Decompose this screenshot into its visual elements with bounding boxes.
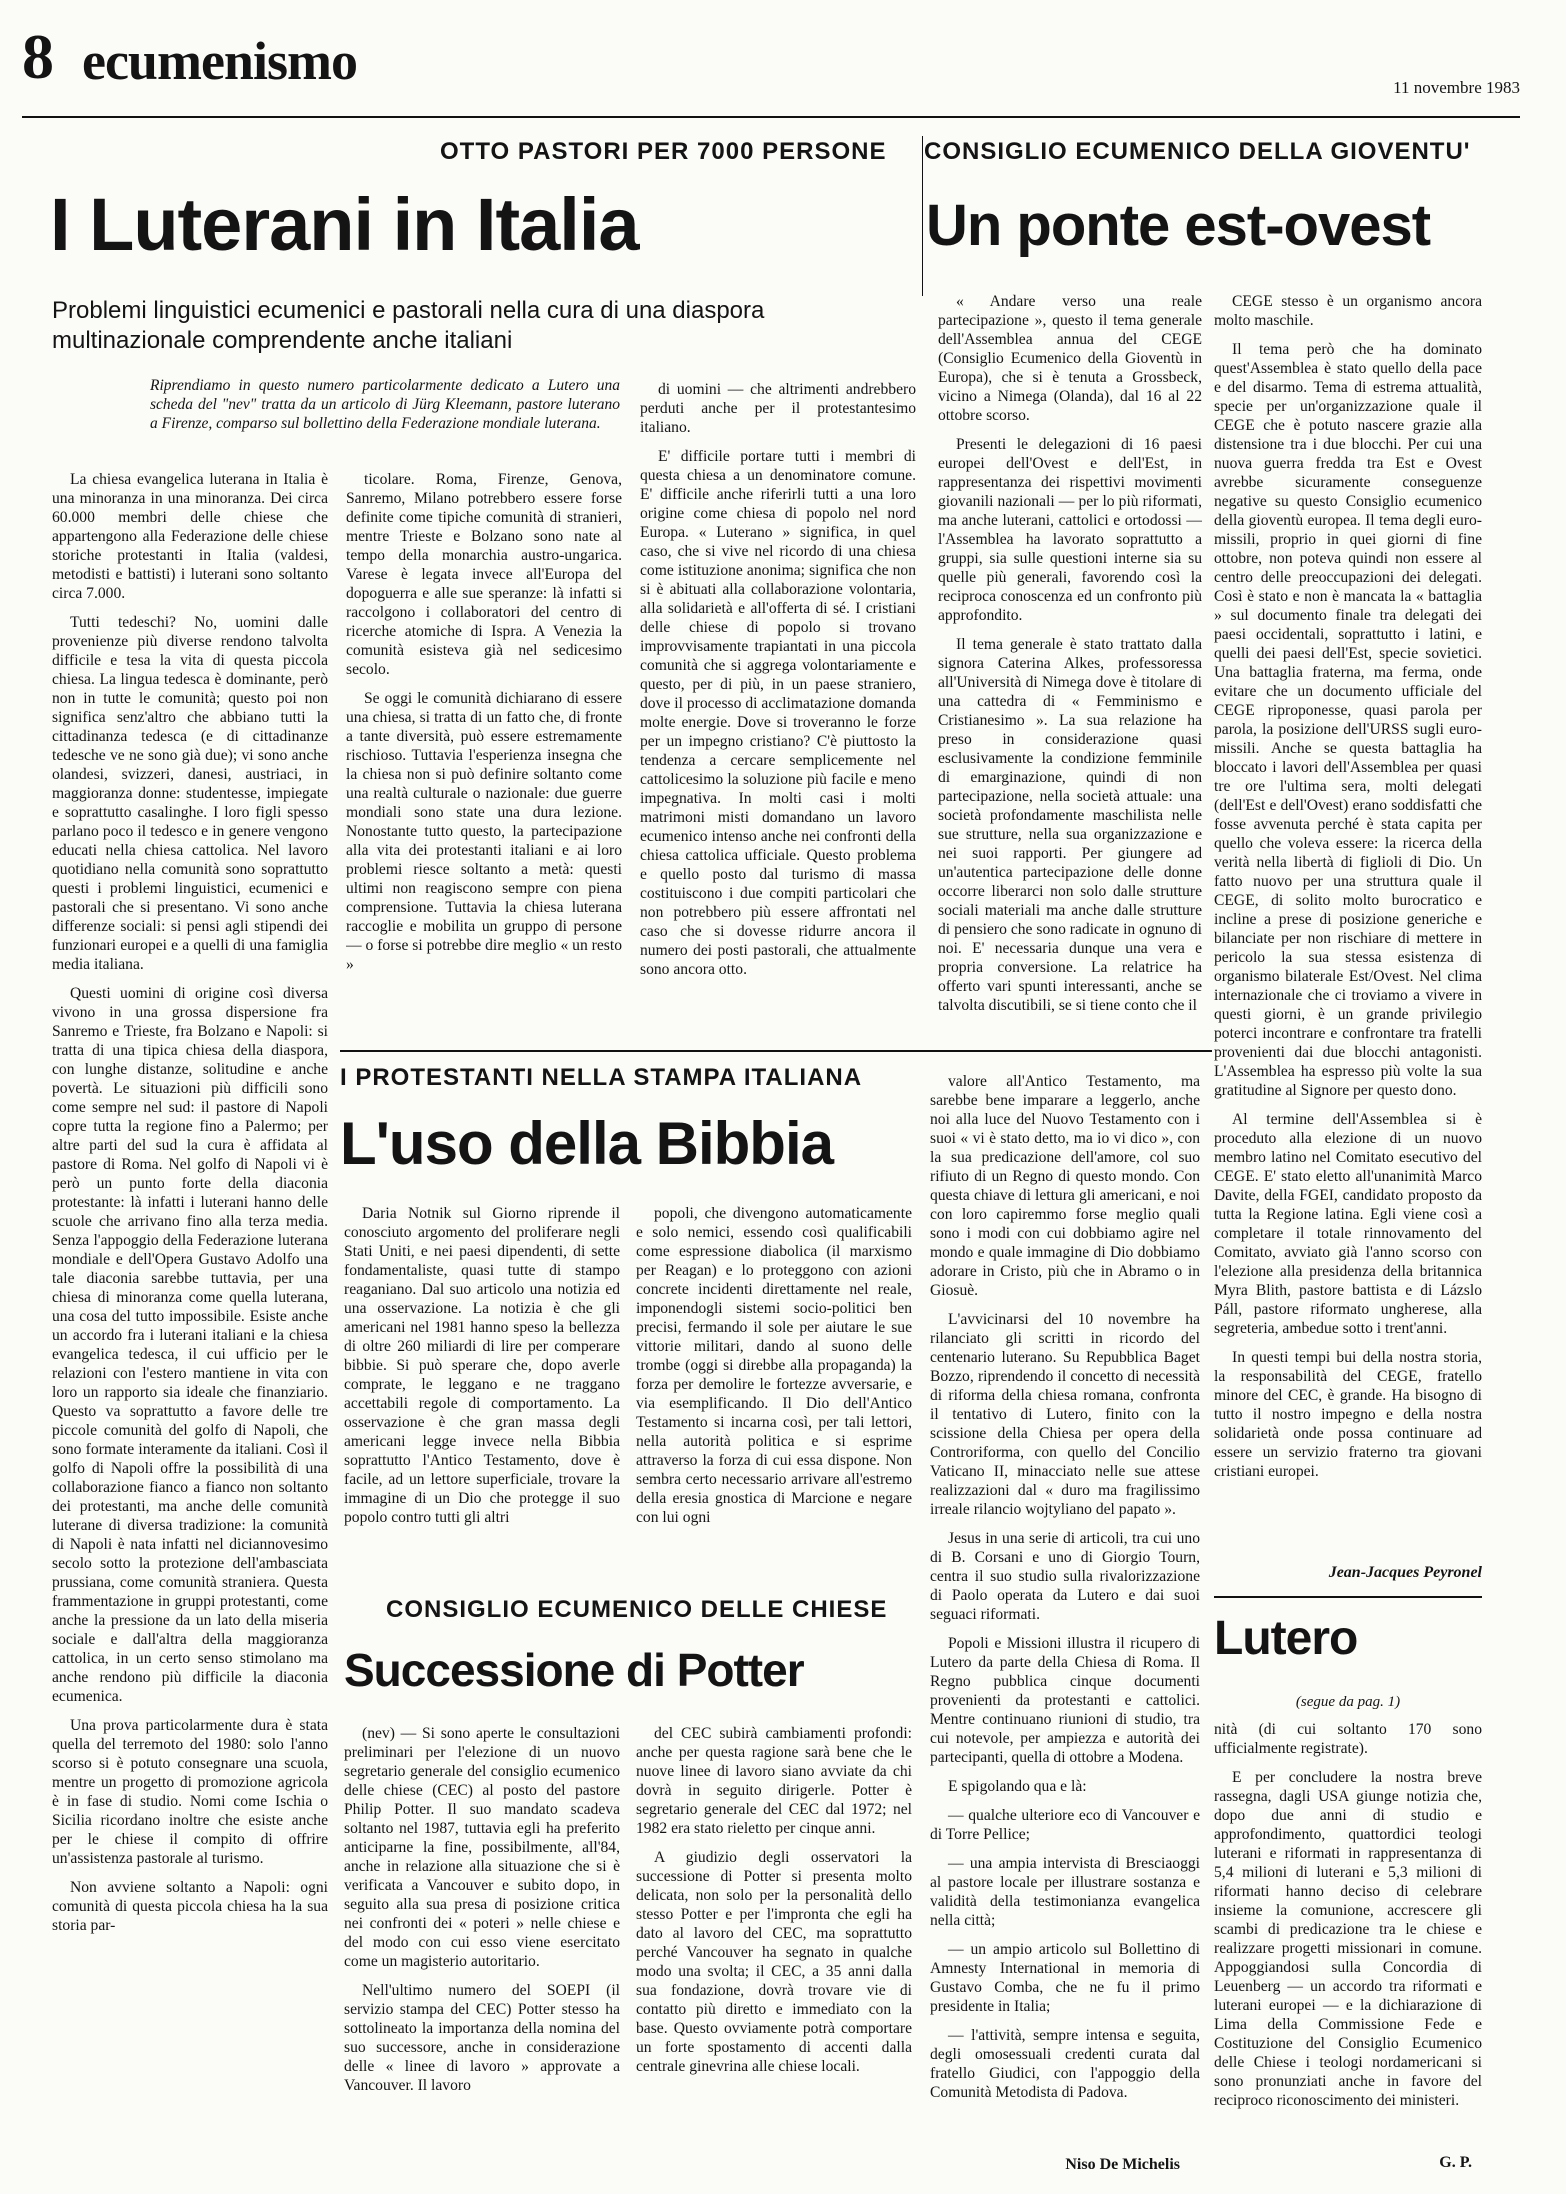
paragraph: Tutti tedeschi? No, uomini dalle provenienze più diverse rendono talvolta difficile e tesa la vita di questa piccola chiesa. La lingua tedesca è dominante, però non in tutte le comunità; questo poi non significa senz'altro che abbiano tutti la cittadinanza tedesca (e di cittadinanze tedesche ve ne sono già due); vi sono anche olandesi, svizzeri, danesi, austriaci, in maggioranza donne: studentesse, impiegate e soprattutto casalinghe. I loro figli spesso parlano poco il tedesco e in genere vengono educati nella chiesa cattolica. Nel lavoro quotidiano nella comunità sono soprattutto questi i problemi linguistici, ecumenici e pastorali che si presentano. Vi sono anche differenze sociali: si pensi agli stipendi dei funzionari europei e a quelli di una famiglia media italiana. [52, 614, 328, 973]
paragraph: valore all'Antico Testamento, ma sarebbe bene imparare a leggerlo, anche noi alla luce del Nuovo Testamento con i suoi « vi è stato detto, ma io vi dico », con la sua predicazione dell'amore, col suo rifiuto di un Regno di questo mondo. Con questa chiave di lettura gli americani, e noi con loro capiremmo forse meglio quali sono i modi con cui dobbiamo agire nel mondo e quale immagine di Dio dobbiamo adorare in Cristo, più che in Abramo o in Giosuè. [930, 1073, 1200, 1299]
paragraph: E' difficile portare tutti i membri di questa chiesa a un denominatore comune. E' difficile anche riferirli tutti a una loro origine come chiesa di popolo nel nord Europa. « Luterano » significa, in quel caso, che si vive nel ricordo di una chiesa come istituzione anonima; significa che non si è abituati alla collaborazione volontaria, alla solidarietà e all'offerta di sé. I cristiani delle chiese di popolo si trovano improvvisamente trapiantati in una piccola comunità che si aggrega volontariamente e questo, per di più, in un paese straniero, dove il processo di acclimatazione domanda molte energie. Dove si troveranno le forze per un impegno cristiano? C'è piuttosto la tendenza a cercare semplicemente nel cattolicesimo la soluzione più facile e meno impegnativa. In molti casi i molti matrimoni misti domandano un lavoro ecumenico intenso anche nei confronti della chiesa cattolica ufficiale. Questo problema e quello posto dal turismo di massa costituiscono i due compiti particolari che non potrebbero più essere affrontati nel caso che si dovesse ridurre ancora il numero dei posti pastorali, che attualmente sono ancora otto. [640, 448, 916, 978]
gioventu-kicker: CONSIGLIO ECUMENICO DELLA GIOVENTU' [924, 138, 1471, 165]
paragraph: Nell'ultimo numero del SOEPI (il servizio stampa del CEC) Potter stesso ha sottolineato la importanza della nomina del suo successore, anche in considerazione delle « linee di lavoro » approvate a Vancouver. Il lavoro [344, 1982, 620, 2094]
paragraph: nità (di cui soltanto 170 sono ufficialmente registrate). [1214, 1721, 1482, 1757]
gioventu-column-2 [1214, 292, 1482, 1562]
gioventu-signature: Jean-Jacques Peyronel [1328, 1564, 1482, 1581]
luterani-column-1 [52, 470, 328, 2190]
paragraph: Presenti le delegazioni di 16 paesi europei dell'Ovest e dell'Est, in rappresentanza dei rispettivi movimenti giovanili nazionali — per lo più riformati, ma anche luterani, cattolici e ortodossi — l'Assemblea ha lavorato soprattutto a gruppi, sia sulle questioni interne sia su quelle più generali, favorendo così la reciproca conoscenza ed un confronto più approfondito. [938, 436, 1202, 624]
paragraph: In questi tempi bui della nostra storia, la responsabilità del CEGE, fratello minore del CEC, è grande. Ha bisogno di tutto il nostro impegno e della nostra solidarietà onde possa continuare ad essere un servizio fraterno tra giovani cristiani europei. [1214, 1349, 1482, 1480]
section-title: ecumenismo [82, 31, 357, 91]
column-separator [922, 136, 923, 296]
luterani-headline: I Luterani in Italia [50, 183, 639, 266]
paragraph: — l'attività, sempre intensa e seguita, degli omosessuali credenti curata dal fratello Giudici, con l'appoggio della Comunità Metodista di Padova. [930, 2027, 1200, 2101]
paragraph: Non avviene soltanto a Napoli: ogni comunità di questa piccola chiesa ha la sua storia par- [52, 1879, 328, 1934]
bibbia-signature: Niso De Michelis [1065, 2156, 1180, 2173]
paragraph: E per concludere la nostra breve rassegna, dagli USA giunge notizia che, dopo due anni di studio e approfondimento, quattordici teologi luterani e riformati in rappresentanza di 5,4 milioni di luterani e 5,3 milioni di riformati hanno deciso di celebrare insieme la comunione, accrescere gli scambi di predicazione tra le chiese e realizzare progetti missionari in comune. Appoggiandosi sulla Concordia di Leuenberg — un accordo tra riformati e luterani europei — e la dichiarazione di Lima della Commissione Fede e Costituzione del Consiglio Ecumenico delle Chiese i teologi nordamericani si sono pronunziati anche in favore del reciproco riconoscimento dei ministeri. [1214, 1769, 1482, 2109]
luterani-column-2 [346, 470, 622, 1042]
paragraph: A giudizio degli osservatori la successione di Potter si presenta molto delicata, non solo per la personalità dello stesso Potter e per l'impronta che egli ha dato al lavoro del CEC, ma soprattutto perché Vancouver ha segnato in qualche modo una svolta; il CEC, a 35 anni dalla sua fondazione, dovrà trovare vie di contatto più diretto e immediato con la base. Questo ovviamente potrà comportare un forte spostamento di accenti dalla centrale ginevrina alle chiese locali. [636, 1849, 912, 2075]
paragraph: Popoli e Missioni illustra il ricupero di Lutero da parte della Chiesa di Roma. Il Regno pubblica cinque documenti provenienti da protestanti e cattolici. Mentre continuano riunioni di studio, tra cui notevole, per ampiezza e autorità dei partecipanti, quella di ottobre a Modena. [930, 1635, 1200, 1766]
paragraph: CEGE stesso è un organismo ancora molto maschile. [1214, 293, 1482, 329]
potter-kicker: CONSIGLIO ECUMENICO DELLE CHIESE [386, 1596, 888, 1623]
page-number: 8 [22, 21, 54, 92]
masthead-rule [22, 116, 1520, 118]
paragraph: Il tema però che ha dominato quest'Assemblea è stato quello della pace e del disarmo. Tema di estrema attualità, specie per un'organizzazione quale il CEGE che è potuto nascere grazie alla distensione tra i due blocchi. Per cui una nuova guerra fredda tra Est e Ovest avrebbe sicuramente conseguenze negative su questo Consiglio ecumenico della gioventù europea. Il tema degli euro-missili, proprio in quei giorni di fine ottobre, non poteva quindi non essere al centro delle preoccupazioni dei delegati. Così è stato e non è mancata la « battaglia » sul documento finale tra delegati dei paesi occidentali, soprattutto i latini, e quelli dei paesi dell'Est, specie sovietici. Una battaglia fraterna, ma ferma, onde evitare che un documento ufficiale del CEGE riproponesse, quasi parola per parola, la posizione dell'URSS sugli euro-missili. Anche se questa battaglia ha bloccato i lavori dell'Assemblea per quasi tre ore l'ultima sera, molti delegati (dell'Est e dell'Ovest) erano soddisfatti che fosse avvenuta perché è stata capita per quello che voleva essere: la ricerca della verità nella libertà di figlioli di Dio. Un fatto nuovo per una struttura quale il CEGE, di solito molto burocratico e incline a prese di posizione generiche e bilanciate per non rischiare di mettere in pericolo la sua stessa esistenza di organismo bilaterale Est/Ovest. Nel clima internazionale che ci troviamo a vivere in questi giorni, è un grande privilegio poterci incontrare e confrontare tra fratelli provenienti dai due blocchi antagonisti. L'Assemblea ha espresso più volte la sua gratitudine al Signore per questo dono. [1214, 341, 1482, 1099]
gioventu-column-1 [938, 292, 1202, 1054]
paragraph: « Andare verso una reale partecipazione », questo il tema generale dell'Assemblea annua del CEGE (Consiglio Ecumenico della Gioventù in Europa), che si è tenuta a Grossbeck, vicino a Nimega (Olanda), dal 16 al 22 ottobre scorso. [938, 293, 1202, 424]
bibbia-headline: L'uso della Bibbia [340, 1110, 833, 1177]
paragraph: popoli, che divengono automaticamente e solo nemici, essendo così qualificabili come espressione diabolica (il marxismo per Reagan) e lo proteggono con azioni concrete incidenti direttamente nel reale, imponendogli sistemi socio-politici ben precisi, fermando il sole per aiutare le sue vittorie militari, dando al suono delle trombe (oggi si direbbe alla propaganda) la forza per demolire le fortezze avversarie, e via esemplificando. Il Dio dell'Antico Testamento si incarna così, per tali lettori, nella autorità politica e si esprime attraverso la forza di cui essa dispone. Non sembra certo necessario arrivare all'estremo della eresia gnostica di Marcione e negare con lui ogni [636, 1205, 912, 1526]
luterani-intro: Riprendiamo in questo numero particolarmente dedicato a Lutero una scheda del "nev" tratta da un articolo di Jürg Kleemann, pastore luterano a Firenze, comparso sul bollettino della Federazione mondiale luterana. [150, 377, 620, 432]
lutero-top-rule [1214, 1596, 1482, 1598]
bibbia-kicker: I PROTESTANTI NELLA STAMPA ITALIANA [340, 1064, 863, 1091]
paragraph: Jesus in una serie di articoli, tra cui uno di B. Corsani e uno di Giorgio Tourn, centra il suo studio sulla rivalorizzazione di Paolo operata da Lutero e dai suoi seguaci riformati. [930, 1530, 1200, 1623]
paragraph: E spigolando qua e là: [948, 1778, 1087, 1795]
potter-headline: Successione di Potter [344, 1644, 804, 1696]
potter-column-1 [344, 1724, 620, 2190]
paragraph: La chiesa evangelica luterana in Italia è una minoranza in una minoranza. Dei circa 60.000 membri delle chiese che appartengono alla Federazione delle chiese storiche protestanti in Italia (valdesi, metodisti e battisti) i luterani sono soltanto circa 7.000. [52, 471, 328, 602]
bibbia-column-2 [636, 1204, 912, 1624]
paragraph: Il tema generale è stato trattato dalla signora Caterina Alkes, professoressa all'Università di Nimega dove è titolare di una cattedra di « Femminismo e Cristianesimo ». La sua relazione ha preso in considerazione quasi esclusivamente la condizione femminile di emarginazione, quindi di non partecipazione, nella società attuale: una società profondamente maschilista nelle sue strutture, nella sua organizzazione e nei suoi rapporti. Per giungere ad un'autentica partecipazione delle donne occorre liberarci non solo dalle strutture sociali materiali ma anche dalle strutture di pensiero che sono radicate in ognuno di noi. E' necessaria dunque una vera e propria conversione. La relatrice ha offerto vari spunti interessanti, anche se talvolta discutibili, se si tiene conto che il [938, 636, 1202, 1014]
luterani-kicker: OTTO PASTORI PER 7000 PERSONE [440, 138, 887, 165]
paragraph: Al termine dell'Assemblea si è proceduto alla elezione di un nuovo membro latino nel Comitato esecutivo del CEGE. E' stato eletto all'unanimità Marco Davite, della FGEI, candidato proposto da tutta la Regione latina. Egli viene così a completare il totale rinnovamento del Comitato, avviato già l'anno scorso con l'elezione alla presidenza della britannica Myra Blith, pastore battista e di Lázslo Páll, pastore riformato ungherese, alla segreteria, ambedue sotto i trent'anni. [1214, 1111, 1482, 1337]
paragraph: di uomini — che altrimenti andrebbero perduti anche per il protestantesimo italiano. [640, 381, 916, 436]
lutero-headline: Lutero [1214, 1612, 1358, 1665]
bibbia-top-rule [340, 1050, 1212, 1052]
lutero-continued-note: (segue da pag. 1) [1295, 1694, 1401, 1710]
potter-column-2 [636, 1724, 912, 2190]
paragraph: — una ampia intervista di Bresciaoggi al pastore locale per illustrare sostanza e validità della testimonianza evangelica nella città; [930, 1855, 1200, 1929]
gioventu-headline: Un ponte est-ovest [926, 193, 1431, 258]
paragraph: Questi uomini di origine così diversa vivono in una grossa dispersione fra Sanremo e Trieste, fra Bolzano e Napoli: si tratta di una tipica chiesa della diaspora, con lunghe distanze, solitudine e anche povertà. Le situazioni più difficili sono come sempre nel sud: il pastore di Napoli copre tutta la regione fino a Palermo; per altre parti del sud la cura è affidata al pastore di Roma. Nel golfo di Napoli vi è però un punto forte della diaconia protestante: là infatti i luterani hanno delle scuole che arrivano fino alla terza media. Senza l'appoggio della Federazione luterana mondiale e dell'Opera Gustavo Adolfo una tale diaconia sarebbe tuttavia, per una chiesa di minoranza come quella luterana, una cosa del tutto impossibile. Esiste anche un accordo fra i luterani italiani e la chiesa evangelica tedesca, il cui ufficio per le relazioni con l'estero mantiene in vita con loro un rapporto sia ideale che finanziario. Questo va soprattutto a favore delle tre piccole comunità del golfo di Napoli, che sono formate interamente da italiani. Così il golfo di Napoli offre la possibilità di una collaborazione fianco a fianco non soltanto dei protestanti, ma anche delle comunità luterane di diversa tradizione: la comunità di Napoli è nata infatti nel diciannovesimo secolo sotto la protezione dell'ambasciata prussiana, come comunità straniera. Questa frammentazione in gruppi protestanti, come anche la pressione da un lato della miseria sociale e dall'altra della maggioranza cattolica, in un certo senso stimolano ma anche rendono più difficile la diaconia ecumenica. [52, 985, 328, 1705]
paragraph: L'avvicinarsi del 10 novembre ha rilanciato gli scritti in ricordo del centenario luterano. Su Repubblica Baget Bozzo, riprendendo il concetto di necessità di riforma della chiesa romana, confronta il tentativo di Lutero, finito con la scissione della Chiesa per opera della Controriforma, con quello del Concilio Vaticano II, minacciato nelle sue attese realizzazioni dal « duro ma fragilissimo irreale rilancio wojtyliano del papato ». [930, 1311, 1200, 1518]
bibbia-column-1 [344, 1204, 620, 1624]
paragraph: Una prova particolarmente dura è stata quella del terremoto del 1980: solo l'anno scorso si è potuto consegnare una scuola, mentre un progetto di promozione agricola è in fase di studio. Nomi come Ischia o Sicilia ricordano inoltre che esiste anche per le chiese il compito di offrire un'assistenza pastorale al turismo. [52, 1717, 328, 1867]
paragraph: — qualche ulteriore eco di Vancouver e di Torre Pellice; [930, 1807, 1200, 1843]
luterani-column-3 [640, 380, 916, 1042]
paragraph: (nev) — Si sono aperte le consultazioni preliminari per l'elezione di un nuovo segretario generale del consiglio ecumenico delle chiese (CEC) al posto del pastore Philip Potter. Il suo mandato scadeva soltanto nel 1987, tuttavia egli ha preferito anticiparne la fine, possibilmente, all'84, anche in relazione alla situazione che si è verificata a Vancouver e subito dopo, in seguito alla sua presa di posizione critica nei confronti dei « poteri » nelle chiese e del modo con cui esso viene esercitato come un magisterio autoritario. [344, 1725, 620, 1970]
paragraph: Se oggi le comunità dichiarano di essere una chiesa, si tratta di un fatto che, di fronte a tante diversità, può essere estremamente rischioso. Tuttavia l'esperienza insegna che la chiesa non si può definire soltanto come una realtà culturale o nazionale: due guerre mondiali sono state una dura lezione. Nonostante tutto questo, la partecipazione alla vita dei protestanti italiani e ai loro problemi riesce soltanto a metà: questi ultimi non reagiscono sempre con piena comprensione. Tuttavia la chiesa luterana raccoglie e mobilita un gruppo di persone — o forse si potrebbe dire meglio « un resto » [346, 690, 622, 973]
bibbia-column-3 [930, 1072, 1200, 2154]
page-date: 11 novembre 1983 [1393, 78, 1520, 97]
luterani-subtitle: Problemi linguistici ecumenici e pastorali nella cura di una diaspora multinazionale comprendente anche italiani [52, 297, 765, 354]
paragraph: ticolare. Roma, Firenze, Genova, Sanremo, Milano potrebbero essere forse definite come tipiche comunità di stranieri, mentre Trieste e Bolzano sono nate al tempo della monarchia austro-ungarica. Varese è legata invece all'Europa del dopoguerra e alle sue speranze: là infatti si raccolgono i collaboratori del centro di ricerche atomiche di Ispra. A Venezia la comunità esisteva già nel sedicesimo secolo. [346, 471, 622, 678]
paragraph: — un ampio articolo sul Bollettino di Amnesty International in memoria di Gustavo Comba, che ne fu il primo presidente in Italia; [930, 1941, 1200, 2015]
paragraph: Daria Notnik sul Giorno riprende il conosciuto argomento del proliferare negli Stati Uniti, e nei paesi dipendenti, di sette fondamentaliste, quasi tutte di stampo reaganiano. Dal suo articolo una notizia ed una osservazione. La notizia è che gli americani nel 1981 hanno speso la bellezza di oltre 260 miliardi di lire per comperare bibbie. Si può sperare che, dopo averle comprate, le leggano e ne traggano accettabili regole di comportamento. La osservazione è che gran massa degli americani legge invece nella Bibbia soprattutto l'Antico Testamento, dove è facile, ad un lettore superficiale, trovare la immagine di un Dio che protegge il suo popolo contro tutti gli altri [344, 1205, 620, 1526]
lutero-column [1214, 1720, 1482, 2150]
paragraph: del CEC subirà cambiamenti profondi: anche per questa ragione sarà bene che le nuove linee di lavoro siano avviate da chi dovrà in seguito dirigerle. Potter è segretario generale del CEC dal 1972; nel 1982 era stato rieletto per cinque anni. [636, 1725, 912, 1837]
lutero-signature: G. P. [1439, 2154, 1472, 2171]
